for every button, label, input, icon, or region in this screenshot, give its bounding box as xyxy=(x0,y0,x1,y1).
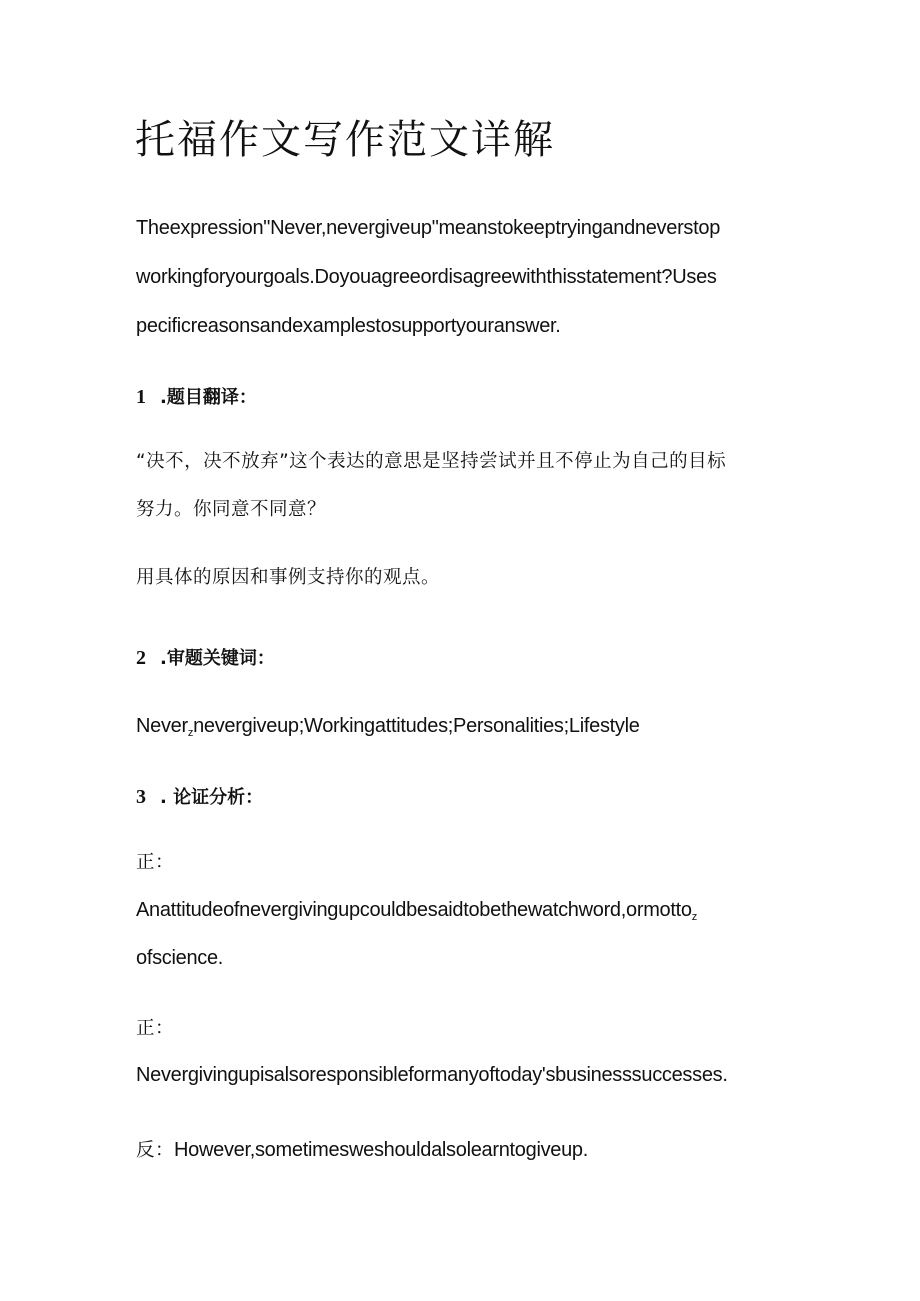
keywords-line xyxy=(136,713,640,746)
pro-1-line-2: ofscience. xyxy=(136,947,224,969)
pro-2-label: 正： xyxy=(136,1018,175,1039)
prompt-line-3: pecificreasonsandexamplestosupportyouranswer. xyxy=(136,315,561,337)
section-2-number: 2 xyxy=(136,647,146,669)
translation-line-3: 用具体的原因和事例支持你的观点。 xyxy=(136,567,441,588)
keywords-start: Never xyxy=(136,715,188,737)
prompt-line-2: workingforyourgoals.Doyouagreeordisagreewiththisstatement?Uses xyxy=(136,266,717,288)
section-2-title: .审题关键词： xyxy=(160,648,275,669)
pro-1-line-1-text: Anattitudeofnevergivingupcouldbesaidtobethewatchword,ormotto xyxy=(136,899,692,921)
keywords-rest: nevergiveup;Workingattitudes;Personalities;Lifestyle xyxy=(193,715,640,737)
section-3-number: 3 xyxy=(136,786,146,808)
pro-1-line-1 xyxy=(136,897,697,930)
section-3-heading xyxy=(136,784,263,811)
section-1-number: 1 xyxy=(136,386,146,408)
translation-line-1: “决不，决不放弃”这个表达的意思是坚持尝试并且不停止为自己的目标 xyxy=(136,451,727,472)
translation-line-2: 努力。你同意不同意？ xyxy=(136,499,327,520)
pro-1-label: 正： xyxy=(136,852,175,873)
pro-1-subscript: z xyxy=(691,911,697,923)
con-text: However,sometimesweshouldalsolearntogiveup. xyxy=(174,1139,589,1161)
prompt-line-1: Theexpression"Never,nevergiveup"meanstokeeptryingandneverstop xyxy=(136,217,721,239)
section-3-title: . 论证分析： xyxy=(160,787,264,808)
section-2-heading xyxy=(136,645,275,672)
section-1-heading xyxy=(136,384,257,411)
con-line xyxy=(136,1137,588,1164)
section-1-title: .题目翻译： xyxy=(160,387,257,408)
keywords-subscript: z xyxy=(187,727,194,739)
pro-2-line: Nevergivingupisalsoresponsibleformanyoftoday'sbusinesssuccesses. xyxy=(136,1064,728,1086)
con-label: 反： xyxy=(136,1140,175,1161)
document-title: 托福作文写作范文详解 xyxy=(135,117,555,163)
